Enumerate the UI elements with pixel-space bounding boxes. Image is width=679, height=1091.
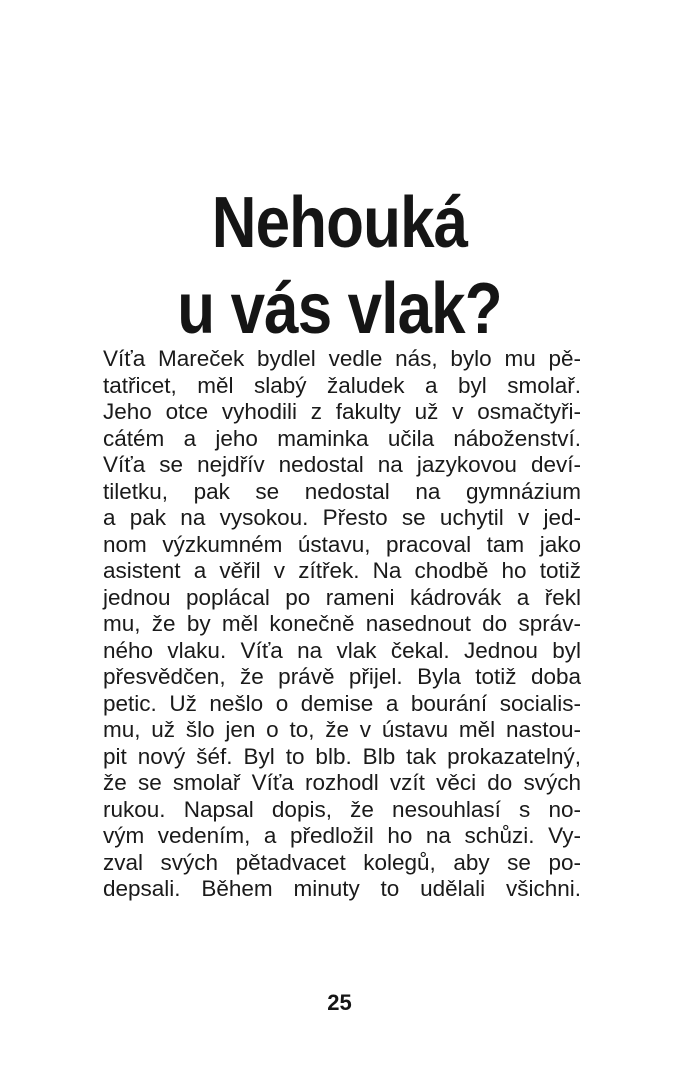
body-line: nom výzkumném ústavu, pracoval tam jako bbox=[103, 531, 581, 557]
chapter-title-line-2: u vás vlak? bbox=[177, 269, 502, 350]
body-line: cátém a jeho maminka učila náboženství. bbox=[103, 425, 581, 451]
body-line: Víťa se nejdřív nedostal na jazykovou deví- bbox=[103, 452, 581, 477]
body-line: jednou poplácal po rameni kádrovák a řekl bbox=[103, 584, 581, 610]
body-line: ného vlaku. Víťa na vlak čekal. Jednou byl bbox=[103, 637, 581, 663]
body-line: Víťa Mareček bydlel vedle nás, bylo mu pě- bbox=[103, 346, 581, 371]
body-line: že se smolař Víťa rozhodl vzít věci do svých bbox=[103, 770, 581, 795]
body-line: vým vedením, a předložil ho na schůzi. Vy- bbox=[103, 823, 581, 848]
chapter-title bbox=[0, 180, 679, 352]
page-number: 25 bbox=[327, 990, 352, 1015]
body-line: zval svých pětadvacet kolegů, aby se po- bbox=[103, 849, 581, 875]
chapter-title-line-1: Nehouká bbox=[211, 183, 468, 264]
body-line: depsali. Během minuty to udělali všichni. bbox=[103, 876, 581, 901]
body-line: asistent a věřil v zítřek. Na chodbě ho totiž bbox=[103, 558, 581, 583]
body-text bbox=[103, 346, 581, 903]
body-line: rukou. Napsal dopis, že nesouhlasí s no- bbox=[103, 796, 581, 822]
body-line: pit nový šéf. Byl to blb. Blb tak prokazatelný, bbox=[103, 743, 581, 769]
body-line: tiletku, pak se nedostal na gymnázium bbox=[103, 478, 581, 504]
body-line: petic. Už nešlo o demise a bourání socialis- bbox=[103, 690, 581, 716]
body-line: a pak na vysokou. Přesto se uchytil v jed- bbox=[103, 505, 581, 530]
body-line: tatřicet, měl slabý žaludek a byl smolař. bbox=[103, 372, 581, 398]
body-line: přesvědčen, že právě přijel. Byla totiž doba bbox=[103, 664, 581, 689]
body-line: mu, už šlo jen o to, že v ústavu měl nastou- bbox=[103, 717, 581, 742]
body-line: Jeho otce vyhodili z fakulty už v osmačtyři- bbox=[103, 399, 581, 424]
body-line: mu, že by měl konečně nasednout do správ- bbox=[103, 611, 581, 636]
